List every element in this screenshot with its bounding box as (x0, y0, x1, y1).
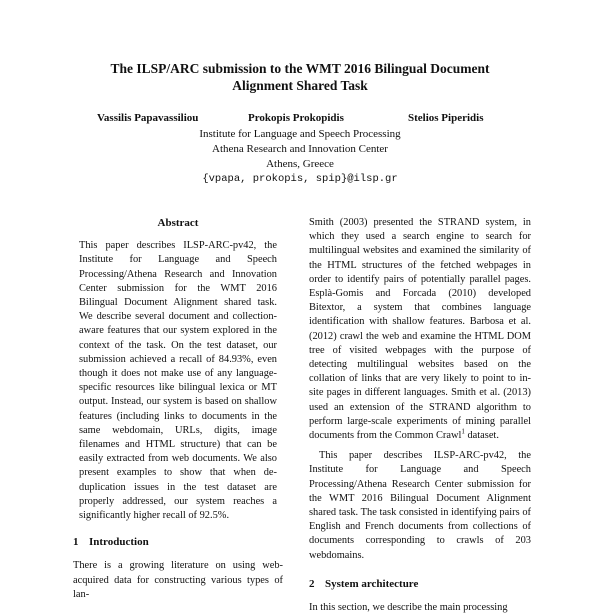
abstract-text: This paper describes ILSP-ARC-pv42, the Institute for Language and Speech Processing/Athena Research and Innovation Center submission for the WMT 2016 Bilingual Document Alignment shared task. We describe several document and collection-aware features that our system explored in the context of the task. On the test dataset, our submission achieved a recall of 84.93%, even though it does not make use of any language-specific resources like bilingual lexica or MT output. Instead, our system is based on shallow features (including links to documents in the same webdomain, URLs, digits, image filenames and HTML structure) that can be easily extracted from web documents. We also present examples to show that when de-duplication issues in the test dataset are properly addressed, our system reaches a significantly higher recall of 92.5%. (79, 240, 277, 522)
abstract-heading: Abstract (157, 217, 199, 229)
submission-paragraph: This paper describes ILSP-ARC-pv42, the Institute for Language and Speech Processing/Athena Research Center submission for the WMT 2016 Bilingual Document Alignment shared task. The task consisted in identifying pairs of English and French documents from collections of documents corresponding to crawls of 203 webdomains. (309, 450, 531, 561)
right-column (309, 216, 531, 615)
paper-title (0, 60, 600, 94)
intro-section-title: Introduction (89, 536, 149, 549)
system-section-number: 2 (309, 577, 315, 590)
author-1: Vassilis Papavassiliou (97, 112, 199, 124)
author-3: Stelios Piperidis (408, 112, 484, 124)
author-2: Prokopis Prokopidis (248, 112, 344, 124)
system-section-heading (309, 577, 531, 591)
intro-text: There is a growing literature on using web-acquired data for constructing various types of lan- (73, 560, 283, 600)
intro-section-heading (73, 535, 283, 549)
related-work-text-end: dataset. (464, 430, 499, 442)
system-section-text: In this section, we describe the main processing (309, 602, 508, 614)
left-column (73, 216, 283, 602)
author-emails: {vpapa, prokopis, spip}@ilsp.gr (202, 173, 398, 185)
affiliation-institute: Institute for Language and Speech Processing (199, 128, 401, 140)
system-section-title: System architecture (325, 577, 419, 590)
related-work-text: Smith (2003) presented the STRAND system, in which they used a search engine to search for multilingual websites and examined the similarity of the HTML structures of the fetched webpages in order to identify pairs of potentially parallel pages. Esplà-Gomis and Forcada (2010) developed Bitextor, a system that combines language identification with shallow features. Barbosa et al. (2012) crawl the web and examine the HTML DOM tree of visited webpages with the purpose of detecting multilingual websites based on the collation of links that are very likely to point to in-site pages in different languages. Smith et al. (2013) used an extension of the STRAND algorithm to perform large-scale experiments of mining parallel documents from the Common Crawl (309, 217, 531, 442)
intro-section-number: 1 (73, 536, 79, 549)
affiliation-center: Athena Research and Innovation Center (212, 143, 388, 155)
related-work-paragraph (309, 216, 531, 443)
title-line-1: The ILSP/ARC submission to the WMT 2016 Bilingual Document (110, 61, 490, 76)
affiliation (0, 127, 600, 187)
footnote-marker: 1 (461, 427, 465, 436)
affiliation-location: Athens, Greece (266, 158, 334, 170)
title-line-2: Alignment Shared Task (232, 78, 368, 93)
